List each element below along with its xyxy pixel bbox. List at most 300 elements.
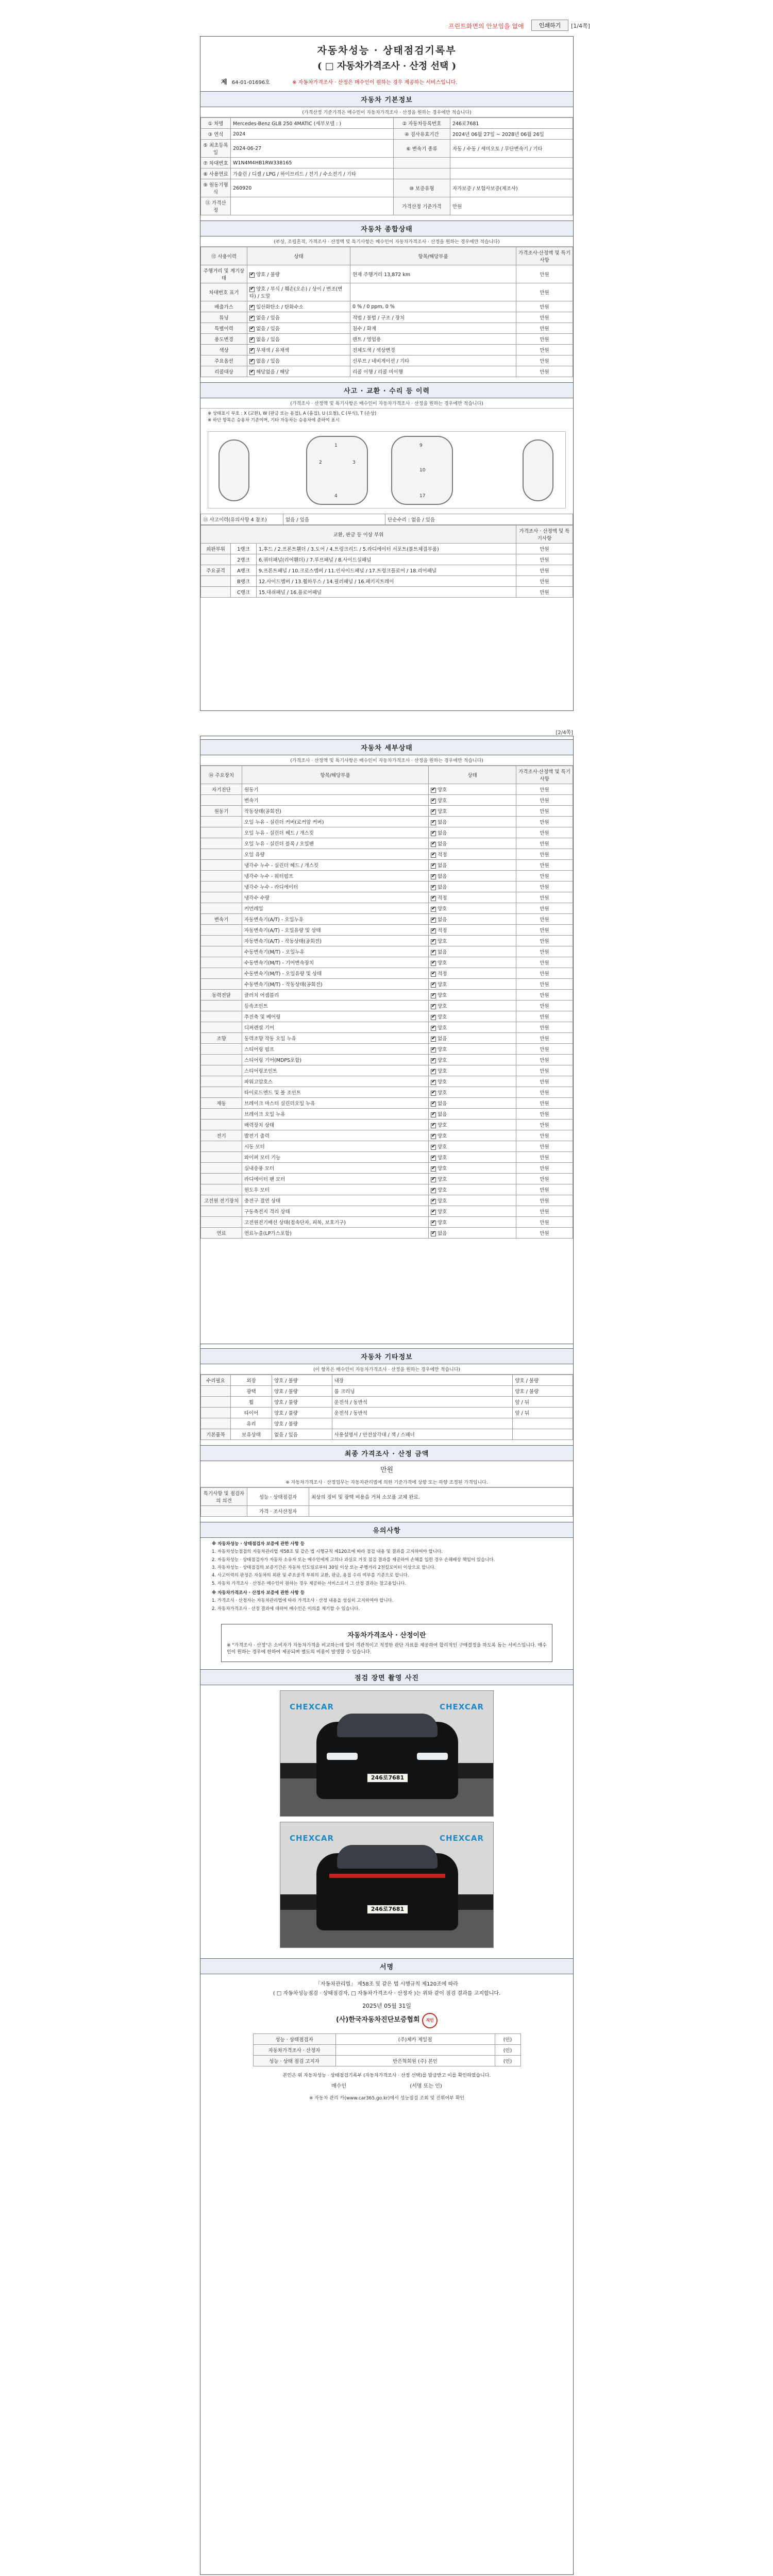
detail-price: 만원 [516, 903, 573, 914]
frame-group: 외판부위 [201, 543, 231, 554]
basic-row [201, 118, 573, 129]
other-group [201, 1397, 231, 1408]
detail-row [201, 806, 573, 817]
detail-item: 와이퍼 모터 기능 [242, 1152, 429, 1163]
detail-item: 디퍼렌셜 기어 [242, 1022, 429, 1033]
status-price: 만원 [516, 312, 573, 323]
detail-group [201, 838, 242, 849]
detail-state-text: 양호 [438, 960, 447, 966]
detail-item: 냉각수 누수 - 실린더 헤드 / 개스킷 [242, 860, 429, 871]
part-number-2: 2 [319, 460, 322, 465]
other-d: 앞 / 뒤 [513, 1397, 573, 1408]
sign-company [200, 2013, 573, 2028]
checkbox-icon [249, 359, 255, 364]
detail-state-text: 양호 [438, 1069, 447, 1074]
other-d [513, 1429, 573, 1440]
document-title: 자동차성능 · 상태점검기록부 [317, 45, 457, 56]
detail-group [201, 1120, 242, 1130]
caution-line: 5. 자동차 가격조사 · 산정은 매수인이 원하는 경우 제공하는 서비스로서 그 산정 결과는 참고용입니다. [212, 1581, 407, 1586]
status-item: 주요옵션 [201, 355, 247, 366]
status-row [201, 334, 573, 345]
opinion-table [200, 1487, 573, 1517]
other-group [201, 1408, 231, 1418]
basic-label: ⑦ 차대번호 [201, 158, 231, 168]
checkbox-icon [431, 820, 436, 825]
checkbox-icon [431, 788, 436, 793]
detail-state-text: 적정 [438, 971, 447, 977]
accident-row-label: ⑬ 사고이력(유의사항 4 참조) [201, 514, 283, 524]
status-state-text: 양호 / 부식 / 훼손(오손) / 상이 / 변조(변타) / 도말 [249, 286, 343, 299]
service-text: ※ "가격조사 · 산정"은 소비자가 자동차가격을 비교하는데 있어 객관적이고 적정한 판단 자료를 제공하여 합리적인 구매결정을 하도록 돕는 서비스입니다. 매수인이 원하는 경우에 한하여 제공되며 별도의 비용이 발생할 수 있습니다. [227, 1642, 547, 1655]
detail-price: 만원 [516, 990, 573, 1001]
detail-item: 커먼레일 [242, 903, 429, 914]
basic-value-2: 만원 [450, 197, 573, 215]
checkbox-icon [431, 1210, 436, 1215]
part-number-9: 9 [419, 443, 423, 448]
checkbox-icon [249, 370, 255, 375]
status-item: 용도변경 [201, 334, 247, 345]
detail-state [429, 1163, 516, 1174]
detail-note: (가격조사 · 산정액 및 특기사항은 매수인이 자동차가격조사 · 산정을 원하는 경우에만 적습니다) [200, 755, 573, 766]
frame-rank: 2랭크 [231, 554, 257, 565]
basic-row [201, 197, 573, 215]
detail-row [201, 882, 573, 892]
caution-notes [200, 1538, 573, 1617]
detail-state [429, 968, 516, 979]
detail-state-text: 양호 [438, 939, 447, 944]
detail-state-text: 양호 [438, 1177, 447, 1182]
legend-line-1: ※ 상태표시 부호 : X (교환), W (판금 또는 용접), A (흠집), U (요철), C (부식), T (손상) [208, 411, 377, 416]
detail-row [201, 1098, 573, 1109]
status-row [201, 323, 573, 334]
detail-price: 만원 [516, 1228, 573, 1239]
detail-item: 오일 누유 - 실린더 블록 / 오일팬 [242, 838, 429, 849]
other-b: 양호 / 불량 [272, 1418, 332, 1429]
detail-price: 만원 [516, 860, 573, 871]
detail-row [201, 979, 573, 990]
opinion-text [309, 1506, 573, 1517]
detail-row [201, 1195, 573, 1206]
checkbox-icon [431, 1188, 436, 1193]
detail-row [201, 936, 573, 946]
status-state-text: 무채색 / 유채색 [256, 348, 290, 353]
frame-price: 만원 [516, 575, 573, 586]
basic-label-2: 가격산정 기준가격 [393, 197, 450, 215]
detail-group [201, 871, 242, 882]
record-sheet-2 [200, 730, 574, 1390]
other-b: 없음 / 있음 [272, 1429, 332, 1440]
detail-price: 만원 [516, 817, 573, 827]
status-state-text: 없음 / 있음 [256, 315, 280, 321]
checkbox-icon [431, 1156, 436, 1161]
basic-row [201, 168, 573, 179]
photo-area [200, 1685, 573, 1953]
checkbox-icon [431, 993, 436, 998]
status-price: 만원 [516, 334, 573, 345]
status-state-text: 없음 / 있음 [256, 359, 280, 364]
detail-group [201, 925, 242, 936]
detail-group [201, 1184, 242, 1195]
status-item: 배출가스 [201, 301, 247, 312]
detail-row [201, 1184, 573, 1195]
detail-state [429, 806, 516, 817]
frame-price: 만원 [516, 565, 573, 575]
detail-state-text: 없음 [438, 820, 447, 825]
watermark-left: CHEXCAR [290, 1833, 334, 1843]
detail-group [201, 817, 242, 827]
basic-value-2: 2024년 06월 27일 ~ 2028년 06월 26일 [450, 129, 573, 140]
signer-mark: (인) [495, 2044, 520, 2055]
final-price-amount: 만원 [380, 1466, 394, 1474]
rear-photo [280, 1822, 494, 1948]
detail-group: 조향 [201, 1033, 242, 1044]
frame-parts: 1.후드 / 2.프론트휀더 / 3.도어 / 4.트렁크리드 / 5.라디에이터 서포트(볼트체결부품) [257, 543, 516, 554]
checkbox-icon [249, 273, 255, 278]
detail-state-text: 없음 [438, 917, 447, 923]
car-left-view [219, 439, 249, 501]
checkbox-icon [431, 1166, 436, 1172]
detail-state-text: 양호 [438, 1166, 447, 1172]
detail-state-text: 양호 [438, 1188, 447, 1193]
status-row [201, 345, 573, 355]
checkbox-icon [431, 1199, 436, 1204]
other-group [201, 1418, 231, 1429]
detail-state-text: 양호 [438, 1058, 447, 1063]
status-row [201, 312, 573, 323]
detail-row [201, 784, 573, 795]
detail-price: 만원 [516, 1109, 573, 1120]
basic-value: Mercedes-Benz GLB 250 4MATIC (세부모델 : ) [231, 118, 394, 129]
record-sheet-3 [200, 1344, 574, 2575]
detail-item: 충전구 절연 상태 [242, 1195, 429, 1206]
status-state [247, 312, 350, 323]
other-group [201, 1386, 231, 1397]
checkbox-icon [431, 809, 436, 815]
checkbox-icon [431, 1123, 436, 1128]
detail-state-text: 양호 [438, 1123, 447, 1128]
checkbox-icon [249, 316, 255, 321]
frame-group: 주요골격 [201, 565, 231, 575]
detail-row [201, 1206, 573, 1217]
signer-row [253, 2044, 520, 2055]
detail-state [429, 1130, 516, 1141]
detail-item: 라디에이터 팬 모터 [242, 1174, 429, 1184]
frame-row [201, 586, 573, 597]
other-row [201, 1418, 573, 1429]
sign-date: 2025년 05월 31일 [362, 2002, 411, 2009]
status-row [201, 265, 573, 283]
receiver-mark: (서명 또는 인) [410, 2083, 442, 2089]
status-item: 튜닝 [201, 312, 247, 323]
detail-price: 만원 [516, 838, 573, 849]
watermark-left: CHEXCAR [290, 1702, 334, 1711]
opinion-label: 특기사항 및 점검자의 의견 [201, 1488, 247, 1506]
status-state-text: 없음 / 있음 [256, 337, 280, 343]
detail-row [201, 1033, 573, 1044]
basic-value-2 [450, 158, 573, 168]
checkbox-icon [431, 1080, 436, 1085]
status-state [247, 355, 350, 366]
detail-state [429, 838, 516, 849]
other-d: 앞 / 뒤 [513, 1408, 573, 1418]
watermark-right: CHEXCAR [439, 1702, 484, 1711]
final-price-title: 최종 가격조사 · 산정 금액 [200, 1445, 573, 1461]
detail-state [429, 1087, 516, 1098]
detail-state-text: 양호 [438, 993, 447, 998]
detail-item: 오일 유량 [242, 849, 429, 860]
detail-group [201, 1109, 242, 1120]
detail-row [201, 990, 573, 1001]
detail-state [429, 1152, 516, 1163]
basic-value: 2024-06-27 [231, 140, 394, 158]
detail-row [201, 871, 573, 882]
caution-head-2: ※ 자동차가격조사 · 산정자 보증에 관한 사항 등 [212, 1590, 305, 1596]
detail-row [201, 1152, 573, 1163]
basic-value-2: 246로7681 [450, 118, 573, 129]
detail-title: 자동차 세부상태 [200, 739, 573, 755]
status-state [247, 301, 350, 312]
detail-state [429, 892, 516, 903]
basic-info-table [200, 117, 573, 215]
print-notice: 프린트화면의 안보임을 없애 [448, 23, 524, 30]
status-detail: 전체도색 / 색상변경 [350, 345, 516, 355]
detail-item: 연료누출(LP가스포함) [242, 1228, 429, 1239]
other-b: 양호 / 불량 [272, 1408, 332, 1418]
opinion-role: 가격 · 조사산정자 [247, 1506, 309, 1517]
service-warning: ※ 자동차가격조사 · 산정은 매수인이 원하는 경우 제공하는 서비스입니다. [292, 80, 458, 86]
detail-state [429, 1098, 516, 1109]
frame-row [201, 565, 573, 575]
detail-group [201, 1141, 242, 1152]
detail-price: 만원 [516, 1120, 573, 1130]
basic-value: 2024 [231, 129, 394, 140]
detail-row [201, 892, 573, 903]
detail-state-text: 없음 [438, 885, 447, 890]
detail-price: 만원 [516, 1195, 573, 1206]
basic-row [201, 140, 573, 158]
doc-no-label: 제 [221, 78, 227, 86]
status-state [247, 283, 350, 301]
status-state-text: 양호 / 불량 [256, 272, 280, 278]
headlight-left [327, 1753, 358, 1760]
detail-group: 변속기 [201, 914, 242, 925]
frame-rank: A랭크 [231, 565, 257, 575]
frame-row [201, 543, 573, 554]
status-price: 만원 [516, 265, 573, 283]
detail-state [429, 1033, 516, 1044]
final-price-note: ※ 자동차가격조사 · 산정업무는 자동차관리법에 의한 기준가격에 상향 또는 하향 조정된 가격입니다. [200, 1477, 573, 1487]
basic-label: ⑪ 가격산정 [201, 197, 231, 215]
checkbox-icon [431, 885, 436, 890]
detail-row [201, 838, 573, 849]
print-toolbar [0, 18, 773, 33]
detail-item: 고전원전기배선 상태(접속단자, 피복, 보호기구) [242, 1217, 429, 1228]
sign-block [200, 1974, 573, 2101]
checkbox-icon [431, 842, 436, 847]
status-table [200, 247, 573, 377]
detail-row [201, 849, 573, 860]
detail-item: 동력조향 작동 오일 누유 [242, 1033, 429, 1044]
detail-price: 만원 [516, 1055, 573, 1065]
checkbox-icon [431, 928, 436, 934]
other-a: 유리 [231, 1418, 272, 1429]
checkbox-icon [431, 874, 436, 879]
detail-group [201, 1076, 242, 1087]
detail-item: 원동기 [242, 784, 429, 795]
detail-state [429, 1195, 516, 1206]
detail-head-item: 항목/해당부품 [242, 766, 429, 784]
detail-price: 만원 [516, 946, 573, 957]
basic-value-2 [450, 168, 573, 179]
detail-price: 만원 [516, 1206, 573, 1217]
detail-row [201, 1120, 573, 1130]
detail-item: 수동변속기(M/T) - 오일유량 및 상태 [242, 968, 429, 979]
detail-group [201, 979, 242, 990]
detail-item: 스티어링조인트 [242, 1065, 429, 1076]
status-head-state: 상태 [247, 247, 350, 265]
detail-state [429, 946, 516, 957]
footer-note: ※ 자동차 관리 카(www.car365.go.kr)에서 성능점검 조회 및 진위여부 확인 [309, 2095, 465, 2101]
detail-state-text: 양호 [438, 809, 447, 815]
car-windshield [337, 1714, 438, 1737]
caution-line: 2. 자동차성능 · 상태점검자가 자동차 소유자 또는 매수인에게 고의나 과실로 거짓 점검 결과를 제공하여 손해를 입힌 경우 손해배상 책임이 있습니다. [212, 1557, 495, 1563]
other-d [513, 1418, 573, 1429]
part-number-4: 4 [334, 493, 338, 499]
status-note: (부상, 조립흔적, 가격조사 · 산정액 및 특기사항은 매수인이 자동차가격조사 · 산정을 원하는 경우에만 적습니다) [200, 236, 573, 247]
frame-parts: 6.쿼터패널(리어휀더) / 7.루프패널 / 8.사이드실패널 [257, 554, 516, 565]
detail-item: 냉각수 수량 [242, 892, 429, 903]
checkbox-icon [431, 961, 436, 966]
other-a: 광택 [231, 1386, 272, 1397]
detail-price: 만원 [516, 784, 573, 795]
detail-price: 만원 [516, 849, 573, 860]
status-detail: 현재 주행거리 13,872 km [350, 265, 516, 283]
detail-row [201, 1087, 573, 1098]
signer-mark: (인) [495, 2033, 520, 2044]
status-detail [350, 283, 516, 301]
accident-summary-table [200, 514, 573, 525]
detail-row [201, 1130, 573, 1141]
print-button[interactable]: 인쇄하기 [531, 20, 568, 31]
status-item: 색상 [201, 345, 247, 355]
status-state-text: 없음 / 있음 [256, 326, 280, 332]
detail-state-text: 없음 [438, 874, 447, 879]
detail-group [201, 957, 242, 968]
detail-item: 수동변속기(M/T) - 작동상태(공회전) [242, 979, 429, 990]
opinion-row [201, 1506, 573, 1517]
record-sheet-1 [200, 36, 574, 711]
detail-row [201, 946, 573, 957]
checkbox-icon [431, 1047, 436, 1053]
detail-state [429, 1011, 516, 1022]
detail-item: 추진축 및 베어링 [242, 1011, 429, 1022]
detail-item: 배력장치 상태 [242, 1120, 429, 1130]
detail-group [201, 1044, 242, 1055]
sign-text-2: ( □ 자동차성능점검 · 상태점검자, □ 자동차가격조사 · 산정자 )는 위와 같이 점검 결과를 고지합니다. [273, 1990, 501, 1996]
part-number-10: 10 [419, 467, 426, 473]
checkbox-icon [431, 1101, 436, 1107]
checkbox-icon [431, 1058, 436, 1063]
sign-text-1: 「자동차관리법」 제58조 및 같은 법 시행규칙 제120조에 따라 [315, 1981, 458, 1987]
detail-group [201, 860, 242, 871]
detail-item: 클러치 어셈블리 [242, 990, 429, 1001]
detail-group [201, 1065, 242, 1076]
frame-head-parts: 교환, 판금 등 이상 부위 [201, 525, 516, 543]
detail-row [201, 925, 573, 936]
detail-price: 만원 [516, 1141, 573, 1152]
opinion-text: 최상의 정비 및 광택 비용을 거쳐 소모품 교체 완료. [309, 1488, 573, 1506]
status-state [247, 334, 350, 345]
frame-rank: B랭크 [231, 575, 257, 586]
detail-item: 시동 모터 [242, 1141, 429, 1152]
detail-state [429, 936, 516, 946]
checkbox-icon [431, 1037, 436, 1042]
detail-item: 냉각수 누수 - 라디에이터 [242, 882, 429, 892]
detail-state-text: 양호 [438, 1079, 447, 1085]
caution-line: 1. 자동차성능점검의 자동차관리법 제58조 및 같은 법 시행규칙 제120조에 따라 점검 내용 및 결과를 고지하여야 합니다. [212, 1549, 443, 1555]
detail-state [429, 817, 516, 827]
detail-row [201, 968, 573, 979]
detail-state-text: 없음 [438, 831, 447, 836]
detail-state [429, 860, 516, 871]
frame-parts: 12.사이드멤버 / 13.휠하우스 / 14.필러패널 / 16.패키지트레이 [257, 575, 516, 586]
status-row [201, 301, 573, 312]
detail-state-text: 양호 [438, 1144, 447, 1150]
checkbox-icon [431, 831, 436, 836]
other-info-note: (이 항목은 매수인이 자동차가격조사 · 산정을 원하는 경우에만 적습니다) [200, 1364, 573, 1375]
detail-item: 브레이크 마스터 실린더오일 누유 [242, 1098, 429, 1109]
detail-row [201, 860, 573, 871]
detail-row [201, 914, 573, 925]
detail-state [429, 849, 516, 860]
basic-value-2: 자동 / 수동 / 세미오토 / 무단변속기 / 기타 [450, 140, 573, 158]
basic-label: ⑧ 사용연료 [201, 168, 231, 179]
detail-price: 만원 [516, 1076, 573, 1087]
detail-state-text: 없음 [438, 1112, 447, 1117]
detail-item: 수동변속기(M/T) - 오일누유 [242, 946, 429, 957]
detail-state-text: 없음 [438, 1231, 447, 1236]
license-plate: 246로7681 [367, 1905, 408, 1914]
detail-state-text: 없음 [438, 1101, 447, 1107]
front-photo [280, 1690, 494, 1817]
frame-head-price: 가격조사 · 산정액 및 특기사항 [516, 525, 573, 543]
checkbox-icon [249, 348, 255, 353]
detail-item: 등속조인트 [242, 1001, 429, 1011]
caution-title: 유의사항 [200, 1522, 573, 1538]
opinion-row [201, 1488, 573, 1506]
caution-line: 4. 사고이력의 판정은 자동차의 외판 및 주요골격 부위의 교환, 판금, 용접 수리 여부를 기준으로 합니다. [212, 1573, 409, 1579]
basic-value: 260920 [231, 179, 394, 197]
detail-state [429, 1109, 516, 1120]
checkbox-icon [431, 972, 436, 977]
other-group: 수리필요 [201, 1375, 231, 1386]
status-detail: 리콜 이행 / 리콜 미이행 [350, 366, 516, 377]
detail-row [201, 795, 573, 806]
detail-state-text: 적정 [438, 852, 447, 858]
detail-group [201, 1174, 242, 1184]
status-item: 특별이력 [201, 323, 247, 334]
detail-state-text: 적정 [438, 895, 447, 901]
checkbox-icon [249, 327, 255, 332]
caution-line: 2. 자동차가격조사 · 산정 결과에 대하여 매수인은 이의를 제기할 수 있습니다. [212, 1606, 360, 1612]
detail-price: 만원 [516, 1065, 573, 1076]
page-tag-2: [2/4쪽] [556, 730, 573, 736]
detail-state-text: 양호 [438, 798, 447, 804]
checkbox-icon [431, 863, 436, 869]
detail-state-text: 양호 [438, 982, 447, 988]
detail-group [201, 936, 242, 946]
detail-price: 만원 [516, 914, 573, 925]
